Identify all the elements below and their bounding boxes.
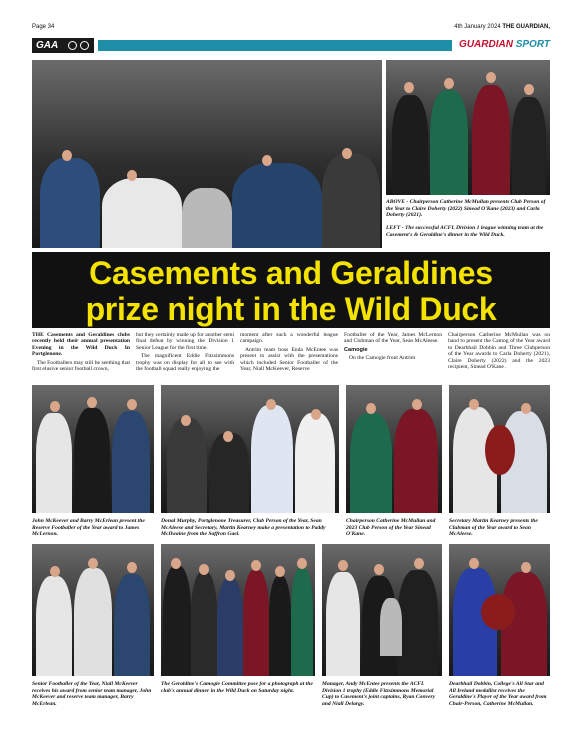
figure — [322, 153, 380, 248]
figure — [36, 413, 72, 513]
head — [469, 558, 479, 569]
head — [521, 562, 531, 573]
team-photo — [32, 60, 382, 248]
section-name: GAA — [36, 40, 59, 51]
figure — [394, 409, 438, 513]
football-icon — [68, 41, 77, 50]
figure — [191, 572, 217, 676]
figure — [269, 576, 291, 676]
caption-row1-4: Secretary Martin Kearney presents the Clubman of the Year award to Sean McAleese. — [449, 518, 538, 538]
head — [366, 403, 376, 414]
figure — [36, 576, 72, 676]
head — [404, 82, 414, 93]
caption-row1-1: John McKeever and Barry McErlean present the Reserve Footballer of the Year award to James McLernon. — [32, 518, 145, 538]
headline-line-2: prize night in the Wild Duck — [85, 291, 497, 327]
trophy-shape — [380, 598, 402, 656]
photo-acfl-trophy — [322, 544, 442, 676]
article-column-5 — [448, 332, 550, 372]
brand-word-sport: SPORT — [515, 39, 550, 50]
head — [127, 399, 137, 410]
head — [181, 415, 191, 426]
figure — [74, 568, 112, 676]
caption-row1-2: Donal Murphy, Portglenone Treasurer, Club Person of the Year, Sean McAleese and Secretary, Martin Kearney make a presentation to Paddy McIlwaine from the Saffron Gael. — [161, 518, 326, 538]
caption-row2-4: Dearbhail Dobbin, College's All Star and All Ireland medallist receives the Geraldine's Player of the Year award from Chair-Person, Catherine McMullan. — [449, 681, 547, 707]
head — [412, 399, 422, 410]
photo-senior-footballer — [32, 544, 154, 676]
headline — [32, 252, 550, 328]
headline-line-1: Casements and Geraldines — [89, 255, 493, 291]
guardian-sport-logo — [459, 39, 550, 50]
head — [262, 155, 272, 166]
head — [251, 560, 261, 571]
head — [444, 78, 454, 89]
head — [311, 409, 321, 420]
figure — [350, 413, 392, 513]
photo-camogie-committee — [161, 544, 315, 676]
article-column-4 — [344, 332, 442, 364]
figure — [74, 408, 110, 513]
teal-divider-strip — [98, 40, 452, 51]
shield-trophy-shape — [485, 425, 515, 475]
club-person-photo — [386, 60, 550, 195]
head — [171, 558, 181, 569]
figure — [392, 95, 428, 195]
article-paragraph: moment after such a wonderful league campaign. — [240, 332, 338, 345]
head — [486, 72, 496, 83]
head — [127, 562, 137, 573]
article-lead: THE Casements and Geraldines clubs recently held their annual presentation Evening in the Wild Duck In Portglenone. — [32, 332, 130, 358]
article-paragraph: Antrim team boss Enda McEntee was present to assist with the presentations which included Senior Footballer of the Year, Niall McKeever, Reserve — [240, 346, 338, 373]
article-column-1 — [32, 332, 130, 374]
figure — [102, 178, 182, 248]
figure — [251, 405, 293, 513]
figure — [291, 568, 313, 676]
section-bar — [32, 38, 550, 53]
head — [223, 431, 233, 442]
photo-player-of-year — [449, 544, 550, 676]
figure — [326, 572, 360, 676]
figure — [430, 90, 468, 195]
figure — [512, 97, 546, 195]
head — [374, 564, 384, 575]
shield-trophy-shape — [481, 594, 515, 630]
article-column-3 — [240, 332, 338, 374]
issue-date: 4th January 2024 — [454, 24, 501, 30]
paper-name: THE GUARDIAN, — [502, 24, 550, 30]
page-number: Page 34 — [32, 24, 55, 30]
head — [297, 558, 307, 569]
page-header — [32, 22, 550, 34]
figure — [163, 566, 191, 676]
article-column-2 — [136, 332, 234, 374]
head — [266, 399, 276, 410]
caption-above: ABOVE - Chairperson Catherine McMullan presents Club Person of the Year to Claire Doherty (2022) Sinead O'Kane (2023) and Carla Doherty (2021). — [386, 199, 546, 219]
figure — [232, 163, 322, 248]
head — [524, 84, 534, 95]
head — [342, 148, 352, 159]
hurling-ball-icon — [80, 41, 89, 50]
head — [414, 558, 424, 569]
head — [225, 570, 235, 581]
head — [469, 399, 479, 410]
caption-row2-2: The Geraldine's Camogie Committee pose for a photograph at the club's annual dinner in the Wild Duck on Saturday night. — [161, 681, 313, 694]
figure — [472, 85, 510, 195]
article-paragraph: On the Camogie front Antrim — [349, 355, 416, 362]
article-subheading: Camogie — [344, 346, 368, 353]
head — [338, 560, 348, 571]
trophy-shape — [182, 188, 232, 248]
caption-left: LEFT - The successful ACFL Division 1 league winning team at the Casement's & Geraldine's dinner in the Wild Duck. — [386, 225, 544, 238]
figure — [295, 413, 335, 513]
issue-date-line — [454, 24, 550, 30]
article-paragraph: Chairperson Catherine McMullan was on hand to present the Camog of the Year award to Dearbhail Dobbin and Three Clubperson of the Year awards to Carla Doherty (2021), Claire Doherty (2022) and the 2023 recipient, Sinead O'Kane . — [448, 332, 550, 371]
gaa-section-label — [32, 38, 94, 53]
article-paragraph: The Footballers may still be seething that first elusive senior football crown, — [32, 359, 130, 373]
caption-row2-1: Senior Footballer of the Year, Niall McKeever receives his award from senior team manager, John McKeever and reserve team manager, Barry McErlean. — [32, 681, 152, 707]
head — [50, 401, 60, 412]
head — [50, 566, 60, 577]
article-paragraph: but they certainly made up for another semi final defeat by winning the Division 1 Senior League for the first time. — [136, 332, 234, 351]
figure — [112, 411, 150, 513]
figure — [398, 570, 438, 676]
head — [62, 150, 72, 161]
brand-word-guardian: GUARDIAN — [459, 39, 513, 50]
figure — [114, 574, 150, 676]
caption-row2-3: Manager, Andy McEntee presents the ACFL Division 1 trophy (Eddie Fitzsimmons Memorial Cup) to Casement's joint captains, Ryan Convery and Niall Delargy. — [322, 681, 436, 707]
article-paragraph: The magnificent Eddie Fitzsimmons trophy was on display for all to see with the football squad really enjoying the — [136, 353, 234, 373]
head — [199, 564, 209, 575]
head — [275, 566, 285, 577]
head — [127, 170, 137, 181]
figure — [217, 578, 243, 676]
head — [88, 558, 98, 569]
figure — [209, 433, 249, 513]
caption-row1-3: Chairperson Catherine McMullan and 2023 Club Person of the Year Sinead O'Kane. — [346, 518, 436, 538]
article-paragraph: Footballer of the Year, James McLernon and Clubman of the Year, Sean McAleese. — [344, 332, 442, 345]
head — [87, 397, 97, 408]
photo-saffron-gael — [161, 385, 339, 513]
figure — [40, 158, 100, 248]
photo-clubman — [449, 385, 550, 513]
photo-reserve-footballer — [32, 385, 154, 513]
photo-club-person-2023 — [346, 385, 442, 513]
figure — [243, 570, 269, 676]
head — [521, 403, 531, 414]
figure — [167, 418, 207, 513]
